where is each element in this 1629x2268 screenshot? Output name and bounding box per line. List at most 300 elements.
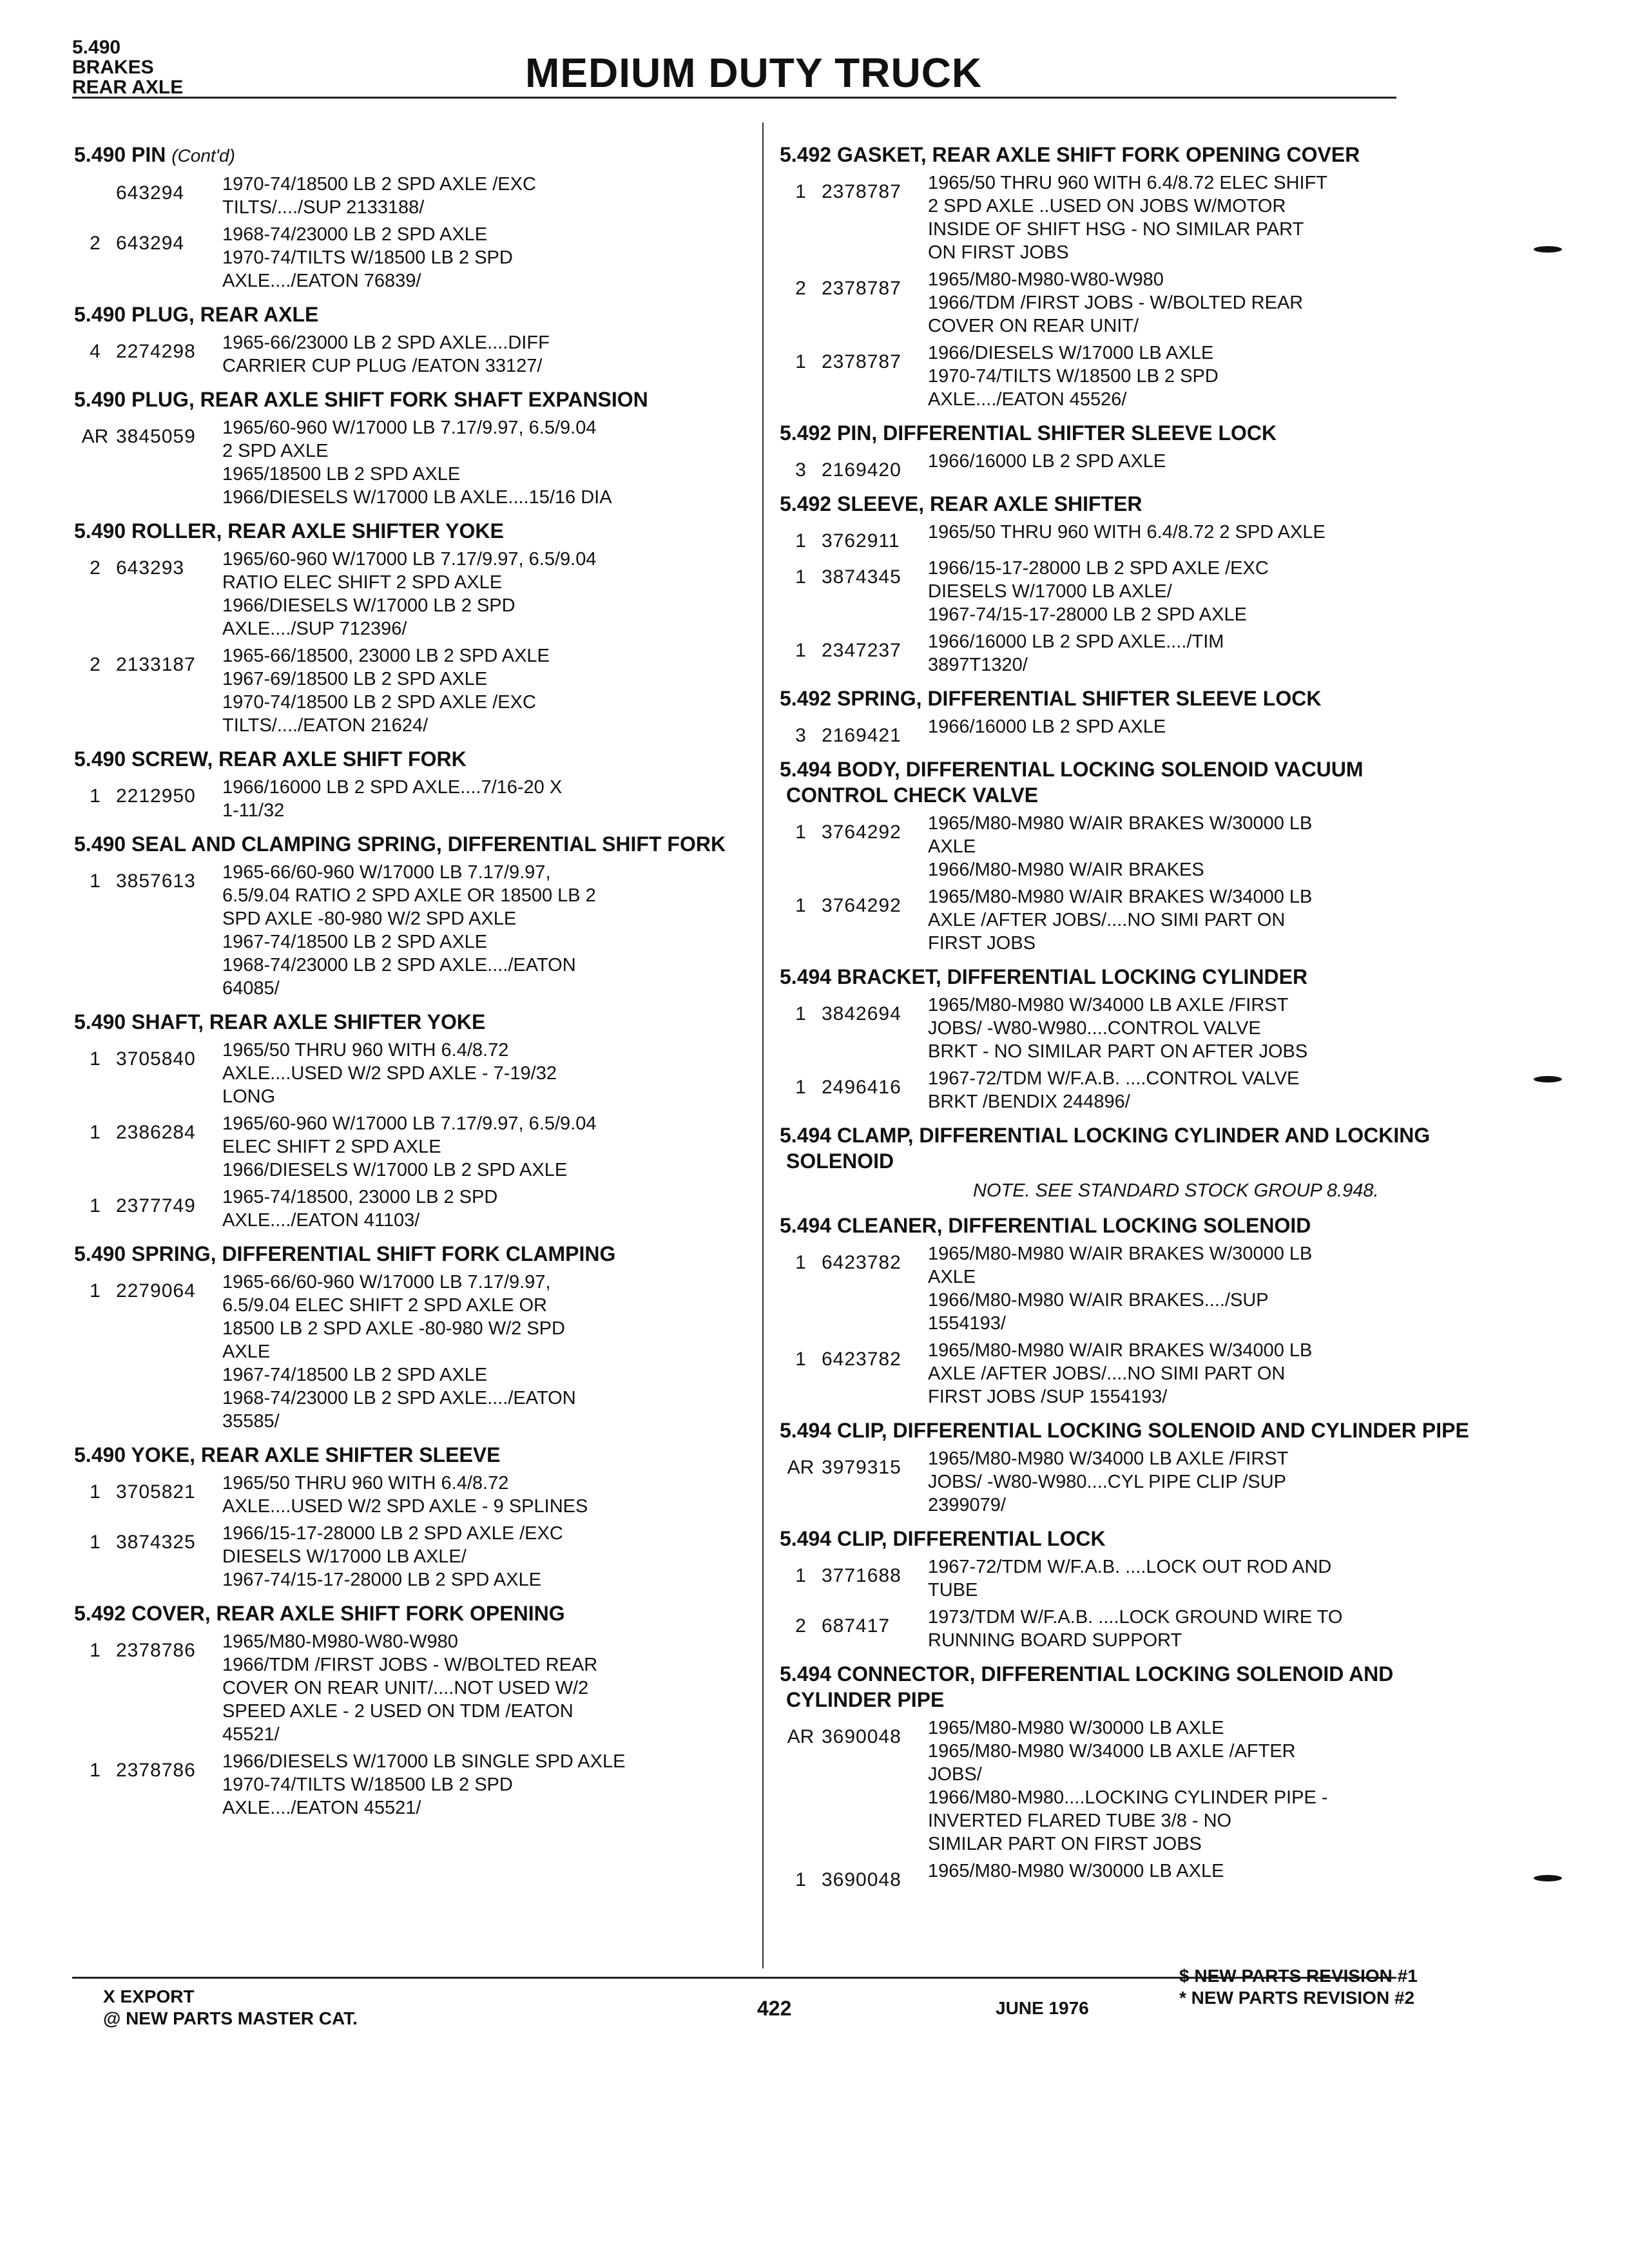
part-number: 2386284	[116, 1122, 196, 1143]
description-line: 1965/M80-M980-W80-W980	[928, 269, 1164, 290]
description-line: 1966/DIESELS W/17000 LB AXLE....15/16 DIA	[222, 487, 612, 508]
description-line: DIESELS W/17000 LB AXLE/	[928, 581, 1172, 602]
part-description	[222, 644, 751, 737]
group-title	[780, 686, 1469, 711]
part-quantity: 1	[90, 785, 101, 807]
part-description	[928, 1860, 1469, 1892]
description-line: 2 SPD AXLE	[222, 441, 329, 461]
part-number: 643294	[116, 233, 185, 254]
margin-mark	[1534, 1875, 1562, 1881]
footer-legend-left	[103, 1986, 358, 2030]
part-number: 6423782	[822, 1349, 901, 1370]
description-line: AXLE	[928, 1267, 976, 1287]
description-line: 1965/M80-M980 W/AIR BRAKES W/30000 LB	[928, 813, 1313, 834]
part-group	[74, 746, 751, 822]
part-quantity: 1	[795, 1003, 806, 1024]
description-line: 1970-74/TILTS W/18500 LB 2 SPD	[928, 366, 1219, 387]
part-number: 2378786	[116, 1760, 196, 1781]
description-line: 1967-72/TDM W/F.A.B. ....CONTROL VALVE	[928, 1068, 1300, 1089]
part-entry	[74, 1271, 751, 1433]
part-quantity: 1	[795, 895, 806, 916]
part-quantity: 1	[795, 566, 806, 588]
description-line: 1965/50 THRU 960 WITH 6.4/8.72	[222, 1040, 509, 1061]
description-line: 1966/16000 LB 2 SPD AXLE....7/16-20 X	[222, 777, 563, 798]
part-description	[222, 548, 751, 640]
group-title-text: 5.494 CLAMP, DIFFERENTIAL LOCKING CYLINDER AND LOCKING SOLENOID	[780, 1124, 1431, 1173]
description-line: RATIO ELEC SHIFT 2 SPD AXLE	[222, 572, 503, 593]
description-line: AXLE	[222, 1341, 271, 1362]
description-line: 6.5/9.04 RATIO 2 SPD AXLE OR 18500 LB 2	[222, 885, 596, 906]
part-number: 2347237	[822, 640, 901, 661]
part-quantity: 3	[795, 459, 806, 481]
part-group	[780, 491, 1469, 677]
part-group	[74, 142, 751, 293]
description-line: INVERTED FLARED TUBE 3/8 - NO	[928, 1811, 1232, 1831]
part-entry	[74, 644, 751, 737]
part-description	[928, 1339, 1469, 1408]
part-number: 2133187	[116, 654, 196, 675]
description-line: 1968-74/23000 LB 2 SPD AXLE..../EATON	[222, 955, 576, 975]
description-line: DIESELS W/17000 LB AXLE/	[222, 1546, 467, 1567]
part-description	[928, 1716, 1469, 1856]
description-line: 1967-74/15-17-28000 LB 2 SPD AXLE	[222, 1570, 541, 1590]
part-number: 3842694	[822, 1003, 901, 1024]
part-quantity: 1	[795, 1252, 806, 1273]
description-line: 1970-74/TILTS W/18500 LB 2 SPD	[222, 1774, 513, 1795]
part-description	[928, 1242, 1469, 1335]
description-line: 1965-66/60-960 W/17000 LB 7.17/9.97,	[222, 1272, 551, 1293]
group-title-text: 5.490 SEAL AND CLAMPING SPRING, DIFFERENTIAL SHIFT FORK	[74, 832, 726, 856]
part-quantity: 1	[795, 822, 806, 843]
part-description	[222, 861, 751, 1000]
right-column	[780, 135, 1469, 1901]
group-title-text: 5.490 PLUG, REAR AXLE	[74, 303, 319, 326]
description-line: 1965-66/23000 LB 2 SPD AXLE....DIFF	[222, 332, 550, 353]
description-line: 1965/50 THRU 960 WITH 6.4/8.72	[222, 1473, 509, 1494]
description-line: 35585/	[222, 1411, 280, 1432]
description-line: 1968-74/23000 LB 2 SPD AXLE..../EATON	[222, 1388, 576, 1408]
description-line: 1966/15-17-28000 LB 2 SPD AXLE /EXC	[222, 1523, 563, 1544]
part-group	[780, 1526, 1469, 1652]
part-description	[222, 223, 751, 293]
group-title-text: 5.494 CLIP, DIFFERENTIAL LOCKING SOLENOID AND CYLINDER PIPE	[780, 1419, 1469, 1442]
part-quantity: 1	[90, 1532, 101, 1553]
description-line: AXLE..../SUP 712396/	[222, 619, 407, 639]
description-line: 1965/50 THRU 960 WITH 6.4/8.72 2 SPD AXLE	[928, 522, 1325, 543]
group-title	[780, 491, 1469, 517]
description-line: 1965/M80-M980 W/AIR BRAKES W/34000 LB	[928, 887, 1313, 907]
description-line: SPD AXLE -80-980 W/2 SPD AXLE	[222, 908, 517, 929]
description-line: 1966/M80-M980 W/AIR BRAKES..../SUP	[928, 1290, 1269, 1311]
part-entry	[74, 331, 751, 378]
part-quantity: AR	[787, 1457, 815, 1478]
description-line: 1965/M80-M980 W/34000 LB AXLE /AFTER	[928, 1741, 1296, 1762]
description-line: 1967-72/TDM W/F.A.B. ....LOCK OUT ROD AND	[928, 1557, 1332, 1577]
footer-master-cat-note: @ NEW PARTS MASTER CAT.	[103, 2008, 358, 2028]
header-line-category: BRAKES	[72, 57, 154, 78]
description-line: 1967-69/18500 LB 2 SPD AXLE	[222, 669, 488, 689]
description-line: CARRIER CUP PLUG /EATON 33127/	[222, 356, 543, 376]
part-quantity: 1	[90, 1122, 101, 1143]
part-quantity: 1	[795, 1077, 806, 1098]
description-line: AXLE..../EATON 41103/	[222, 1210, 420, 1231]
group-title-text: 5.494 BODY, DIFFERENTIAL LOCKING SOLENOID VACUUM CONTROL CHECK VALVE	[780, 758, 1364, 807]
publication-date: JUNE 1976	[996, 1998, 1089, 2018]
description-line: 1966/16000 LB 2 SPD AXLE..../TIM	[928, 631, 1224, 652]
part-group	[74, 831, 751, 1000]
part-number: 3764292	[822, 822, 901, 843]
group-title-text: 5.490 ROLLER, REAR AXLE SHIFTER YOKE	[74, 519, 504, 543]
part-quantity: 1	[795, 351, 806, 372]
part-entry	[74, 1112, 751, 1182]
part-description	[928, 1447, 1469, 1517]
description-line: BRKT - NO SIMILAR PART ON AFTER JOBS	[928, 1041, 1308, 1062]
part-quantity	[74, 173, 116, 219]
part-description	[222, 173, 751, 219]
part-number: 2169421	[822, 725, 901, 746]
part-quantity: 2	[90, 557, 101, 579]
part-entry	[780, 1339, 1469, 1408]
part-entry	[74, 861, 751, 1000]
part-quantity: 1	[90, 1195, 101, 1216]
group-title	[780, 1526, 1469, 1552]
part-group	[74, 1241, 751, 1433]
group-title-text: 5.494 CLIP, DIFFERENTIAL LOCK	[780, 1527, 1106, 1550]
part-entry	[74, 776, 751, 822]
description-line: 1966/16000 LB 2 SPD AXLE	[928, 451, 1166, 472]
group-title-text: 5.494 BRACKET, DIFFERENTIAL LOCKING CYLINDER	[780, 965, 1308, 988]
page-number: 422	[757, 1997, 792, 2020]
part-group	[780, 686, 1469, 747]
part-quantity: 3	[795, 725, 806, 746]
description-line: TILTS/..../SUP 2133188/	[222, 197, 425, 218]
part-description	[928, 268, 1469, 338]
part-group	[74, 1009, 751, 1232]
description-line: 2 SPD AXLE ..USED ON JOBS W/MOTOR	[928, 196, 1286, 216]
part-group	[74, 1600, 751, 1820]
part-number: 3764292	[822, 895, 901, 916]
description-line: SIMILAR PART ON FIRST JOBS	[928, 1834, 1202, 1854]
group-title	[780, 1418, 1469, 1443]
description-line: 1966/M80-M980 W/AIR BRAKES	[928, 860, 1204, 880]
group-title	[780, 1661, 1469, 1713]
part-entry	[74, 1522, 751, 1591]
margin-mark	[1534, 246, 1562, 253]
group-title	[780, 964, 1469, 990]
part-entry	[780, 994, 1469, 1063]
part-group	[780, 1661, 1469, 1892]
group-title	[780, 1213, 1469, 1238]
part-description	[928, 885, 1469, 955]
part-quantity: 1	[795, 640, 806, 661]
description-line: 1966/TDM /FIRST JOBS - W/BOLTED REAR	[928, 293, 1304, 313]
description-line: RUNNING BOARD SUPPORT	[928, 1630, 1182, 1651]
description-line: TUBE	[928, 1580, 978, 1600]
part-number: 2212950	[116, 785, 196, 807]
part-entry	[780, 521, 1469, 553]
part-entry	[74, 1186, 751, 1232]
part-quantity: 1	[90, 1048, 101, 1070]
description-line: AXLE....USED W/2 SPD AXLE - 9 SPLINES	[222, 1496, 588, 1517]
part-number: 3705840	[116, 1048, 196, 1070]
description-line: 1966/DIESELS W/17000 LB 2 SPD	[222, 595, 516, 616]
description-line: 45521/	[222, 1724, 280, 1745]
part-description	[928, 341, 1469, 411]
part-entry	[780, 1067, 1469, 1113]
description-line: 1965/M80-M980 W/AIR BRAKES W/34000 LB	[928, 1340, 1313, 1361]
group-title	[74, 1600, 751, 1626]
description-line: 1965/M80-M980 W/30000 LB AXLE	[928, 1861, 1224, 1881]
group-title	[780, 756, 1469, 808]
part-number: 2274298	[116, 341, 196, 362]
part-group	[74, 1442, 751, 1591]
part-quantity: 2	[795, 278, 806, 299]
part-entry	[780, 1242, 1469, 1335]
part-description	[222, 1186, 751, 1232]
part-group	[780, 142, 1469, 411]
part-description	[928, 450, 1469, 482]
description-line: 2399079/	[928, 1495, 1006, 1515]
group-title	[74, 142, 751, 169]
part-description	[928, 1606, 1469, 1652]
group-title-text: 5.492 SLEEVE, REAR AXLE SHIFTER	[780, 492, 1142, 515]
part-number: 2377749	[116, 1195, 196, 1216]
description-line: TILTS/..../EATON 21624/	[222, 715, 429, 736]
description-line: 1-11/32	[222, 800, 285, 821]
part-entry	[780, 885, 1469, 955]
description-line: AXLE..../EATON 45521/	[222, 1798, 421, 1818]
group-title-suffix: (Cont'd)	[171, 146, 235, 166]
description-line: FIRST JOBS	[928, 933, 1036, 954]
description-line: BRKT /BENDIX 244896/	[928, 1091, 1130, 1112]
group-title-text: 5.494 CONNECTOR, DIFFERENTIAL LOCKING SOLENOID AND CYLINDER PIPE	[780, 1662, 1394, 1711]
left-column	[74, 135, 751, 1829]
part-entry	[780, 630, 1469, 677]
group-title	[74, 1009, 751, 1035]
description-line: 1973/TDM W/F.A.B. ....LOCK GROUND WIRE TO	[928, 1607, 1343, 1628]
header-line-subcategory: REAR AXLE	[72, 77, 184, 98]
part-group	[74, 518, 751, 737]
description-line: 1966/16000 LB 2 SPD AXLE	[928, 716, 1166, 737]
description-line: 1967-74/18500 LB 2 SPD AXLE	[222, 932, 488, 952]
description-line: ELEC SHIFT 2 SPD AXLE	[222, 1137, 441, 1157]
part-entry	[780, 171, 1469, 264]
description-line: COVER ON REAR UNIT/	[928, 316, 1139, 336]
part-group	[780, 756, 1469, 955]
part-number: 3771688	[822, 1565, 901, 1586]
description-line: 1966/M80-M980....LOCKING CYLINDER PIPE -	[928, 1787, 1328, 1808]
part-description	[222, 1522, 751, 1591]
description-line: 64085/	[222, 978, 280, 999]
description-line: 1966/TDM /FIRST JOBS - W/BOLTED REAR	[222, 1655, 598, 1675]
description-line: LONG	[222, 1086, 276, 1107]
part-group	[780, 420, 1469, 482]
part-group	[780, 1122, 1469, 1204]
revision-2-note: * NEW PARTS REVISION #2	[1179, 1988, 1415, 2008]
column-divider	[762, 122, 764, 1968]
description-line: SPEED AXLE - 2 USED ON TDM /EATON	[222, 1701, 574, 1722]
part-quantity: 4	[90, 341, 101, 362]
description-line: JOBS/ -W80-W980....CONTROL VALVE	[928, 1018, 1261, 1039]
part-group	[780, 1213, 1469, 1408]
part-quantity: 1	[795, 1349, 806, 1370]
part-quantity: 1	[795, 1565, 806, 1586]
group-title-text: 5.490 SHAFT, REAR AXLE SHIFTER YOKE	[74, 1010, 486, 1033]
footer-export-note: X EXPORT	[103, 1986, 195, 2006]
header-rule	[72, 97, 1396, 99]
part-number: 3874345	[822, 566, 901, 588]
part-description	[222, 331, 751, 378]
description-line: 1970-74/18500 LB 2 SPD AXLE /EXC	[222, 174, 536, 195]
part-entry	[74, 548, 751, 640]
description-line: ON FIRST JOBS	[928, 242, 1069, 263]
part-quantity: 1	[795, 1869, 806, 1890]
part-description	[222, 1039, 751, 1108]
description-line: 1965-66/60-960 W/17000 LB 7.17/9.97,	[222, 862, 551, 883]
description-line: JOBS/	[928, 1764, 982, 1785]
part-group	[780, 1418, 1469, 1517]
part-entry	[780, 341, 1469, 411]
part-entry	[780, 450, 1469, 482]
description-line: 1967-74/15-17-28000 LB 2 SPD AXLE	[928, 604, 1247, 625]
part-number: 3690048	[822, 1726, 901, 1747]
group-title-text: 5.490 SPRING, DIFFERENTIAL SHIFT FORK CLAMPING	[74, 1242, 616, 1265]
group-title-text: 5.492 PIN, DIFFERENTIAL SHIFTER SLEEVE LOCK	[780, 421, 1277, 445]
part-quantity: 1	[90, 1760, 101, 1781]
group-note: NOTE. SEE STANDARD STOCK GROUP 8.948.	[973, 1180, 1379, 1201]
part-entry	[780, 268, 1469, 338]
group-title-text: 5.490 PIN	[74, 143, 166, 166]
description-line: 1966/DIESELS W/17000 LB 2 SPD AXLE	[222, 1160, 568, 1180]
part-quantity: 1	[795, 181, 806, 202]
part-description	[222, 1750, 751, 1820]
description-line: 1965-74/18500, 23000 LB 2 SPD	[222, 1187, 498, 1207]
description-line: 1965/60-960 W/17000 LB 7.17/9.97, 6.5/9.04	[222, 1113, 597, 1134]
description-line: 1965/M80-M980 W/34000 LB AXLE /FIRST	[928, 995, 1289, 1015]
description-line: FIRST JOBS /SUP 1554193/	[928, 1387, 1168, 1407]
part-quantity: AR	[81, 426, 109, 447]
group-title-text: 5.492 GASKET, REAR AXLE SHIFT FORK OPENING COVER	[780, 143, 1360, 166]
revision-1-note: $ NEW PARTS REVISION #1	[1179, 1966, 1418, 1986]
description-line: 1967-74/18500 LB 2 SPD AXLE	[222, 1365, 488, 1385]
part-entry	[74, 1630, 751, 1746]
description-line: 1966/DIESELS W/17000 LB SINGLE SPD AXLE	[222, 1751, 626, 1772]
part-entry	[780, 812, 1469, 881]
part-number: 2378787	[822, 278, 901, 299]
part-number: 643293	[116, 557, 185, 579]
part-description	[928, 630, 1469, 677]
group-title	[74, 302, 751, 327]
part-number: 3979315	[822, 1457, 901, 1478]
group-title-text: 5.490 PLUG, REAR AXLE SHIFT FORK SHAFT EXPANSION	[74, 388, 648, 411]
description-line: 3897T1320/	[928, 655, 1028, 675]
part-description	[928, 715, 1469, 747]
group-title	[780, 420, 1469, 446]
description-line: 1966/DIESELS W/17000 LB AXLE	[928, 343, 1214, 363]
part-description	[928, 1555, 1469, 1602]
group-title-text: 5.492 COVER, REAR AXLE SHIFT FORK OPENING	[74, 1602, 565, 1625]
header-line-code: 5.490	[72, 37, 121, 58]
part-number: 3705821	[116, 1481, 196, 1503]
description-line: AXLE....USED W/2 SPD AXLE - 7-19/32	[222, 1063, 557, 1084]
description-line: 18500 LB 2 SPD AXLE -80-980 W/2 SPD	[222, 1318, 565, 1339]
part-number: 6423782	[822, 1252, 901, 1273]
part-quantity: 2	[90, 654, 101, 675]
description-line: 1965/M80-M980 W/34000 LB AXLE /FIRST	[928, 1448, 1289, 1469]
group-title	[74, 387, 751, 412]
description-line: 1965/60-960 W/17000 LB 7.17/9.97, 6.5/9.04	[222, 549, 597, 570]
description-line: 1554193/	[928, 1313, 1006, 1334]
part-number: 2378787	[822, 351, 901, 372]
description-line: COVER ON REAR UNIT/....NOT USED W/2	[222, 1678, 589, 1698]
part-entry	[74, 1039, 751, 1108]
part-group	[74, 387, 751, 509]
part-number: 687417	[822, 1615, 891, 1637]
description-line: AXLE..../EATON 45526/	[928, 389, 1127, 410]
part-description	[222, 1630, 751, 1746]
description-line: 1965/18500 LB 2 SPD AXLE	[222, 464, 461, 485]
part-number: 3874325	[116, 1532, 196, 1553]
description-line: 1965/M80-M980-W80-W980	[222, 1631, 458, 1652]
part-entry	[780, 715, 1469, 747]
description-line: 1970-74/TILTS W/18500 LB 2 SPD	[222, 247, 513, 268]
part-entry	[74, 1472, 751, 1518]
group-title	[74, 1442, 751, 1468]
part-number: 2169420	[822, 459, 901, 481]
group-title-text: 5.492 SPRING, DIFFERENTIAL SHIFTER SLEEVE LOCK	[780, 687, 1322, 710]
group-title	[74, 1241, 751, 1267]
part-number: 3762911	[822, 530, 900, 552]
part-description	[928, 171, 1469, 264]
part-entry	[780, 1606, 1469, 1652]
group-title	[74, 518, 751, 544]
part-number: 2378787	[822, 181, 901, 202]
description-line: AXLE /AFTER JOBS/....NO SIMI PART ON	[928, 1363, 1286, 1384]
page-title: MEDIUM DUTY TRUCK	[525, 50, 983, 96]
part-quantity: 1	[90, 1640, 101, 1661]
description-line: 1965/M80-M980 W/30000 LB AXLE	[928, 1718, 1224, 1738]
part-quantity: 1	[90, 870, 101, 892]
part-description	[222, 416, 751, 509]
part-number: 2279064	[116, 1280, 196, 1302]
description-line: 1970-74/18500 LB 2 SPD AXLE /EXC	[222, 692, 536, 713]
group-title	[780, 1122, 1469, 1174]
group-title-text: 5.490 SCREW, REAR AXLE SHIFT FORK	[74, 747, 467, 771]
part-entry	[780, 1447, 1469, 1517]
description-line: 6.5/9.04 ELEC SHIFT 2 SPD AXLE OR	[222, 1295, 547, 1316]
group-title-text: 5.490 YOKE, REAR AXLE SHIFTER SLEEVE	[74, 1443, 501, 1466]
part-description	[928, 1067, 1469, 1113]
part-group	[74, 302, 751, 378]
part-description	[222, 776, 751, 822]
description-line: AXLE	[928, 836, 976, 857]
part-quantity: 2	[795, 1615, 806, 1637]
part-entry	[780, 1555, 1469, 1602]
description-line: 1965/50 THRU 960 WITH 6.4/8.72 ELEC SHIFT	[928, 173, 1328, 193]
footer-legend-right	[1179, 1965, 1418, 2009]
part-quantity: 1	[795, 530, 806, 552]
part-number: 3857613	[116, 870, 196, 892]
description-line: JOBS/ -W80-W980....CYL PIPE CLIP /SUP	[928, 1472, 1287, 1492]
part-entry	[780, 557, 1469, 626]
part-number: 2378786	[116, 1640, 196, 1661]
part-quantity: 1	[90, 1481, 101, 1503]
part-number: 2496416	[822, 1077, 901, 1098]
part-entry	[74, 1750, 751, 1820]
part-entry	[74, 223, 751, 293]
description-line: 1965-66/18500, 23000 LB 2 SPD AXLE	[222, 646, 550, 666]
margin-mark	[1534, 1076, 1562, 1082]
